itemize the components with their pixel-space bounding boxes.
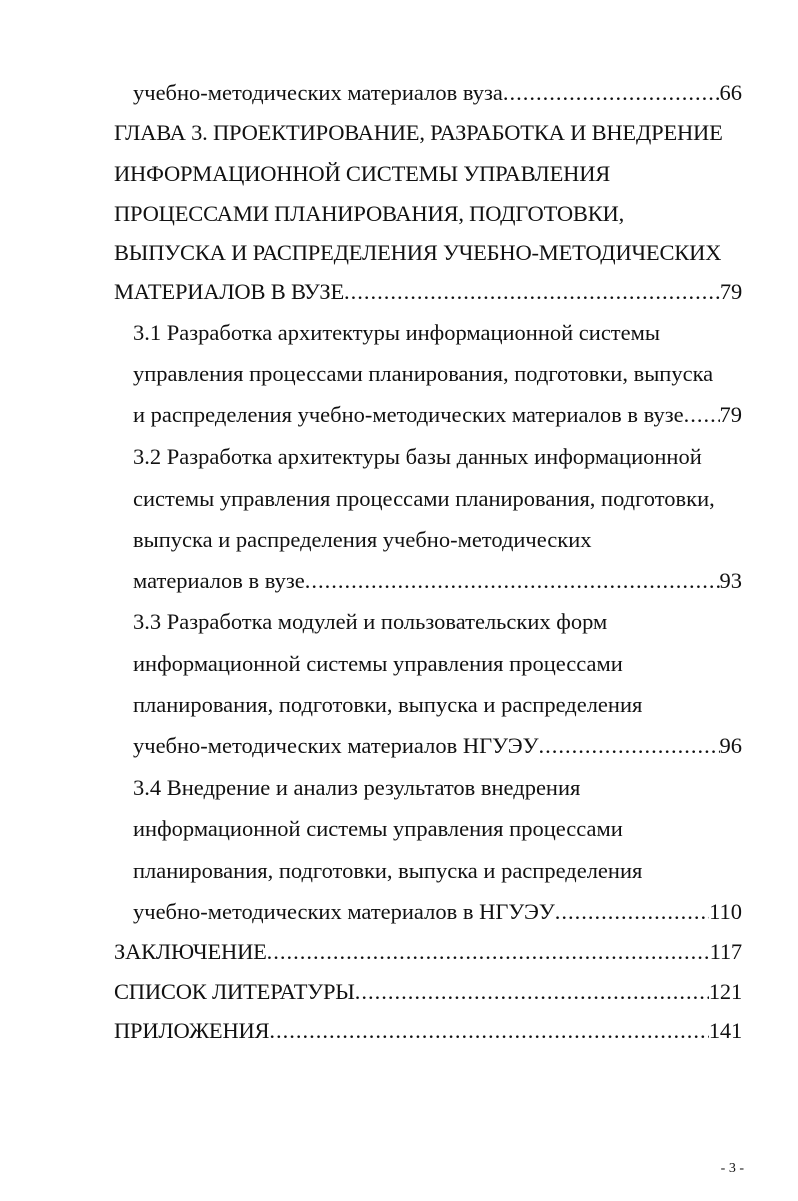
toc-entry-line: [114, 977, 742, 1007]
leader-dots: [555, 897, 709, 927]
toc-section-line: 3.2 Разработка архитектуры базы данных информационной: [133, 444, 702, 469]
toc-entry-text: учебно-методических материалов в НГУЭУ: [133, 899, 555, 924]
toc-entry-line: [133, 566, 742, 596]
toc-page-number: 93: [719, 568, 742, 593]
toc-entry-text: ЗАКЛЮЧЕНИЕ: [114, 939, 267, 964]
toc-page-number: 79: [719, 402, 742, 427]
leader-dots: [305, 566, 720, 596]
leader-dots: [684, 400, 720, 430]
toc-section-line: системы управления процессами планирования, подготовки,: [133, 486, 715, 511]
toc-entry-line: [133, 78, 742, 108]
leader-dots: [503, 78, 720, 108]
leader-dots: [269, 1016, 708, 1046]
toc-page-number: 141: [708, 1018, 742, 1043]
toc-entry-text: и распределения учебно-методических материалов в вузе: [133, 402, 684, 427]
toc-entry-text: учебно-методических материалов вуза: [133, 80, 503, 105]
toc-chapter-heading-line: ПРОЦЕССАМИ ПЛАНИРОВАНИЯ, ПОДГОТОВКИ,: [114, 201, 624, 226]
leader-dots: [267, 937, 710, 967]
toc-chapter-heading-line: ВЫПУСКА И РАСПРЕДЕЛЕНИЯ УЧЕБНО-МЕТОДИЧЕСКИХ: [114, 240, 722, 265]
toc-page-number: 66: [719, 80, 742, 105]
toc-chapter-heading-line: ИНФОРМАЦИОННОЙ СИСТЕМЫ УПРАВЛЕНИЯ: [114, 161, 611, 186]
toc-page-number: 110: [709, 899, 742, 924]
toc-entry-text: СПИСОК ЛИТЕРАТУРЫ: [114, 979, 355, 1004]
page-number: - 3 -: [720, 1161, 744, 1176]
toc-page-number: 121: [708, 979, 742, 1004]
toc-page-number: 79: [719, 279, 742, 304]
toc-section-line: информационной системы управления процессами: [133, 651, 623, 676]
leader-dots: [539, 731, 720, 761]
toc-section-line: информационной системы управления процессами: [133, 816, 623, 841]
toc-page-number: 117: [709, 939, 742, 964]
toc-entry-line: [114, 1016, 742, 1046]
toc-entry-line: [133, 897, 742, 927]
toc-section-line: 3.1 Разработка архитектуры информационной системы: [133, 320, 660, 345]
toc-entry-line: [133, 731, 742, 761]
toc-section-line: планирования, подготовки, выпуска и распределения: [133, 692, 643, 717]
leader-dots: [344, 277, 720, 307]
toc-section-line: управления процессами планирования, подготовки, выпуска: [133, 361, 714, 386]
toc-entry-text: материалов в вузе: [133, 568, 305, 593]
toc-entry-text: МАТЕРИАЛОВ В ВУЗЕ: [114, 279, 344, 304]
toc-chapter-heading-line: ГЛАВА 3. ПРОЕКТИРОВАНИЕ, РАЗРАБОТКА И ВНЕДРЕНИЕ: [114, 120, 723, 145]
toc-section-line: планирования, подготовки, выпуска и распределения: [133, 858, 643, 883]
toc-section-line: 3.3 Разработка модулей и пользовательских форм: [133, 609, 608, 634]
toc-entry-line: [114, 277, 742, 307]
toc-section-line: выпуска и распределения учебно-методических: [133, 527, 592, 552]
toc-entry-text: ПРИЛОЖЕНИЯ: [114, 1018, 270, 1043]
leader-dots: [355, 977, 709, 1007]
toc-section-line: 3.4 Внедрение и анализ результатов внедрения: [133, 775, 581, 800]
toc-entry-text: учебно-методических материалов НГУЭУ: [133, 733, 539, 758]
toc-page-number: 96: [719, 733, 742, 758]
toc-entry-line: [114, 937, 742, 967]
toc-entry-line: [133, 400, 742, 430]
